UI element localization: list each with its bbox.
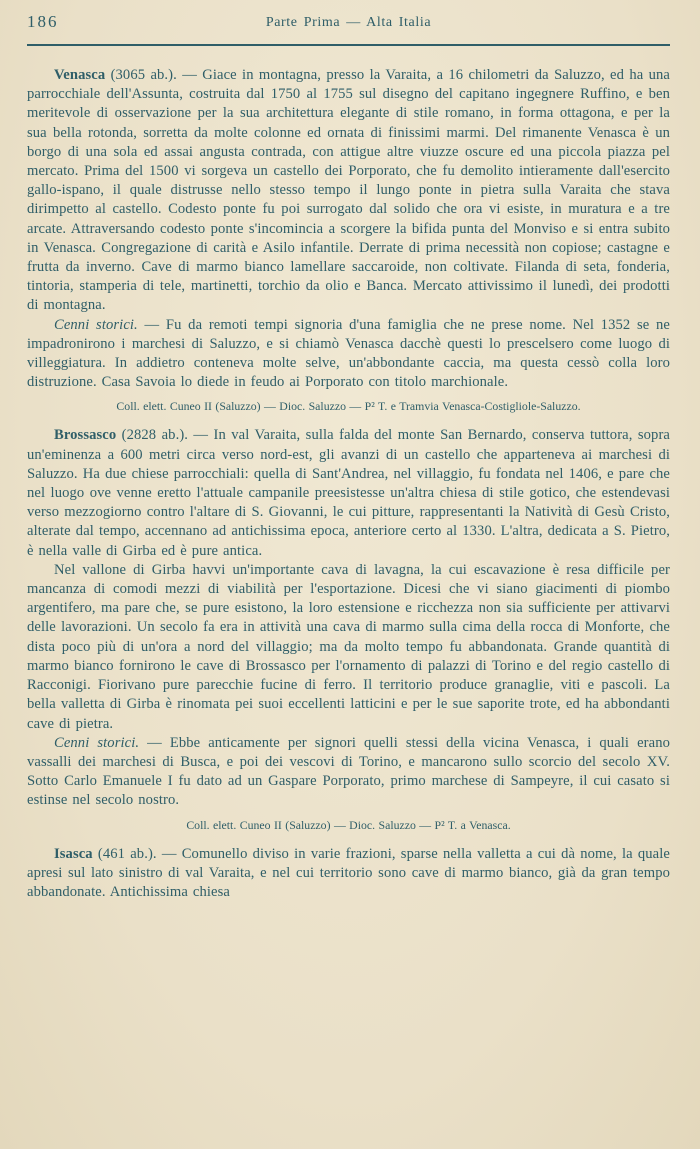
cenni-storici-text: — Ebbe anticamente per signori quelli stessi della vicina Venasca, i quali erano vassalli dei marchesi di Busca, e poi dei vescovi di Torino, e mancarono sullo scorcio del secolo XV. Sotto Carlo Emanuele I fu dato ad un Gaspare Porporato, primo marchese di Sampeyre, il cui casato si estinse nel secolo nostro. [27, 734, 670, 809]
running-head [27, 12, 670, 38]
entry-title-isasca: Isasca [54, 845, 93, 862]
text-block [27, 66, 670, 902]
entry-brossasco-footnote: Coll. elett. Cuneo II (Saluzzo) — Dioc. Saluzzo — P² T. a Venasca. [186, 817, 511, 832]
entry-brossasco-body: (2828 ab.). — In val Varaita, sulla falda del monte San Bernardo, conserva tuttora, sopra un'eminenza a 600 metri circa verso nord-est, gli avanzi di un castello che apparteneva ai marchesi di Saluzzo. Ha due chiese parrocchiali: quella di Sant'Andrea, nel villaggio, fu fondata nel 1406, e pare che nel luogo ove venne eretto l'attuale campanile preesistesse un'altra chiesa di stile gotico, che estendevasi verso mezzogiorno contro l'altare di S. Giovanni, le cui pitture, rappresentanti la Natività di Gesù Cristo, alterate dal tempo, accennano ad antichissima epoca, anteriore certo al 1330. L'altra, dedicata a S. Pietro, è nella valle di Girba ed è pure antica. [27, 427, 670, 559]
entry-venasca-cenni-storici [27, 316, 670, 393]
entry-title-brossasco: Brossasco [54, 427, 117, 444]
entry-isasca-body: (461 ab.). — Comunello diviso in varie frazioni, sparse nella valletta a cui dà nome, la quale apresi sul lato sinistro di val Varaita, e nel cui territorio sono cave di marmo bianco, già da gran tempo abbandonate. Antichissima chiesa [27, 845, 670, 900]
cenni-storici-label: Cenni storici. [54, 316, 138, 333]
cenni-storici-label: Cenni storici. [54, 734, 140, 751]
entry-brossasco-paragraph-2: Nel vallone di Girba havvi un'importante cava di lavagna, la cui escavazione è resa difficile per mancanza di comodi mezzi di viabilità per l'esportazione. Dicesi che vi siano giacimenti di piombo argentifero, ma pare che, se pure esistono, la loro estensione e ricchezza non sia sufficiente per attivarvi delle lavorazioni. Un secolo fa era in attività una cava di marmo sulla cima della rocca di Monforte, che dista poco più di un'ora a nord del villaggio; ma da molto tempo fu abbandonata. Grande quantità di marmo bianco fornirono le cave di Brossasco per l'ornamento di palazzi di Torino e del regio castello di Racconigi. Fiorivano pure parecchie fucine di ferro. Il territorio produce granaglie, viti e pascoli. La bella valletta di Girba è rinomata pei suoi eccellenti latticini e per le sue saporite trote, ed ha abbondanti cave di pietra. [27, 561, 670, 732]
page-number: 186 [27, 12, 59, 31]
entry-venasca-footnote: Coll. elett. Cuneo II (Saluzzo) — Dioc. Saluzzo — P² T. e Tramvia Venasca-Costigliole-Saluzzo. [116, 399, 581, 414]
entry-title-venasca: Venasca [54, 67, 106, 83]
cenni-storici-text: — Fu da remoti tempi signoria d'una famiglia che ne prese nome. Nel 1352 se ne impadronirono i marchesi di Saluzzo, e si chiamò Venasca dacchè questi lo prescelsero come luogo di villeggiatura. In addietro conteneva molte selve, un'abbondante caccia, ma questa cessò colla loro distruzione. Casa Savoia lo diede in feudo ai Porporato con titolo marchionale. [27, 316, 670, 391]
entry-isasca-paragraph [27, 845, 670, 903]
running-title: Parte Prima — Alta Italia [265, 15, 432, 30]
entry-brossasco-cenni-storici [27, 734, 670, 811]
entry-venasca-paragraph [27, 66, 670, 316]
entry-venasca-body: (3065 ab.). — Giace in montagna, presso la Varaita, a 16 chilometri da Saluzzo, ed ha una parrocchiale dell'Assunta, costruita dal 1750 al 1755 sul disegno del capitano ingegnere Ruffino, e ben meritevole di osservazione per la sua architettura elegante di stile romano, in forma ottagona, e per la sua bella rotonda, sorretta da molte colonne ed ornata di finissimi marmi. Del rimanente Venasca è un borgo di una sola ed assai angusta contrada, con attigue altre viuzze oscure ed una piccola piazza pel mercato. Prima del 1500 vi sorgeva un castello dei Porporato, che fu demolito intieramente dall'esercito gallo-ispano, il quale distrusse nello stesso tempo il lungo ponte in pietra sulla Varaita che stava dirimpetto al castello. Codesto ponte fu poi surrogato dal solido che ora vi esiste, in muratura e a tre arcate. Attraversando codesto ponte s'incomincia a scorgere la bifida punta del Monviso e si entra subito in Venasca. Congregazione di carità e Asilo infantile. Derrate di prima necessità non copiose; castagne e frutta da inverno. Cave di marmo bianco lamellare saccaroide, non coltivate. Filanda di seta, fonderia, tintoria, stamperia di tele, martinetti, torchio da olio e Banca. Mercato attivissimo il lunedì, dei prodotti di montagna. [27, 67, 670, 314]
header-rule [27, 44, 670, 46]
entry-brossasco-paragraph [27, 426, 670, 560]
